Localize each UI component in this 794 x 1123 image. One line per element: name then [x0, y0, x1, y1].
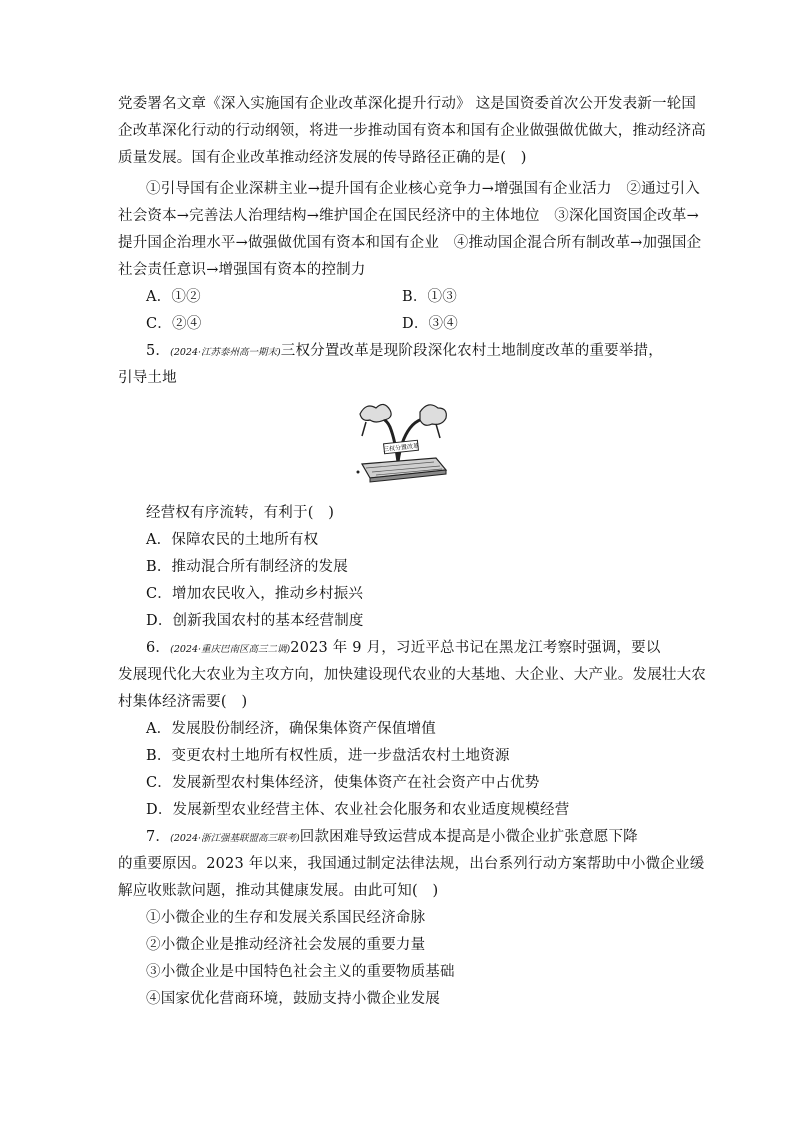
q7-stem-line: 解应收账款问题，推动其健康发展。由此可知( ) [118, 883, 439, 899]
q5-option-c: C．增加农民收入，推动乡村振兴 [146, 586, 364, 602]
q4-option-d: D．③④ [402, 316, 458, 332]
sign-text: 三权分置改革 [382, 442, 420, 454]
q4-stem-line: 党委署名文章《深入实施国有企业改革深化提升行动》 这是国资委首次公开发表新一轮国 [118, 96, 697, 112]
q6-option-d: D．发展新型农业经营主体、农业社会化服务和农业适度规模经营 [146, 802, 570, 818]
q6-stem-line [146, 638, 661, 660]
q5-stem-text: 三权分置改革是现阶段深化农村土地制度改革的重要举措， [280, 343, 663, 359]
q7-statement: ④国家优化营商环境，鼓励支持小微企业发展 [146, 991, 440, 1007]
q4-statement-line: 提升国企治理水平→做强做优国有资本和国有企业 ④推动国企混合所有制改革→加强国企 [118, 235, 702, 251]
q4-statement-line: 社会资本→完善法人治理结构→维护国企在国民经济中的主体地位 ③深化国资国企改革→ [118, 208, 699, 224]
q7-statement: ①小微企业的生存和发展关系国民经济命脉 [146, 910, 426, 926]
q4-statement-line: 社会责任意识→增强国有资本的控制力 [118, 262, 366, 278]
q7-statement: ②小微企业是推动经济社会发展的重要力量 [146, 937, 426, 953]
q4-statement-line: ①引导国有企业深耕主业→提升国有企业核心竞争力→增强国有企业活力 ②通过引入 [146, 181, 700, 197]
q5-stem-line [146, 341, 663, 363]
q6-stem-text: 2023 年 9 月，习近平总书记在黑龙江考察时强调，要以 [290, 640, 661, 656]
q4-option-c: C．②④ [146, 316, 202, 332]
q6-option-b: B．变更农村土地所有权性质，进一步盘活农村土地资源 [146, 748, 510, 764]
q4-stem-line: 质量发展。国有企业改革推动经济发展的传导路径正确的是( ) [118, 150, 527, 166]
q6-option-a: A．发展股份制经济，确保集体资产保值增值 [146, 721, 436, 737]
q5-stem-line: 引导土地 [118, 370, 177, 386]
q4-option-b: B．①③ [402, 289, 457, 305]
q5-number: 5． [146, 343, 171, 359]
q5-stem-line: 经营权有序流转，有利于( ) [146, 505, 335, 521]
q4-stem-line: 企改革深化行动的行动纲领，将进一步推动国有资本和国有企业做强做优做大，推动经济高 [118, 123, 706, 139]
land-reform-illustration [350, 392, 450, 484]
q7-stem-line: 的重要原因。2023 年以来，我国通过制定法律法规，出台系列行动方案帮助中小微企业缓 [118, 856, 705, 872]
q4-option-a: A．①② [146, 289, 201, 305]
q7-stem-text: 回款困难导致运营成本提高是小微企业扩张意愿下降 [299, 829, 638, 845]
q5-source: (2024·江苏泰州高一期末) [170, 347, 281, 358]
q7-number: 7． [146, 829, 171, 845]
q6-number: 6． [146, 640, 171, 656]
q5-option-d: D．创新我国农村的基本经营制度 [146, 613, 364, 629]
q7-statement: ③小微企业是中国特色社会主义的重要物质基础 [146, 964, 455, 980]
q6-option-c: C．发展新型农村集体经济，使集体资产在社会资产中占优势 [146, 775, 540, 791]
q7-stem-line [146, 827, 638, 849]
q5-option-b: B．推动混合所有制经济的发展 [146, 559, 348, 575]
q6-source: (2024·重庆巴南区高三二调) [170, 644, 291, 655]
q7-source: (2024·浙江强基联盟高三联考) [170, 833, 300, 844]
q6-stem-line: 发展现代化大农业为主攻方向，加快建设现代农业的大基地、大企业、大产业。发展壮大农 [118, 667, 706, 683]
q5-option-a: A．保障农民的土地所有权 [146, 532, 319, 548]
q6-stem-line: 村集体经济需要( ) [118, 694, 248, 710]
